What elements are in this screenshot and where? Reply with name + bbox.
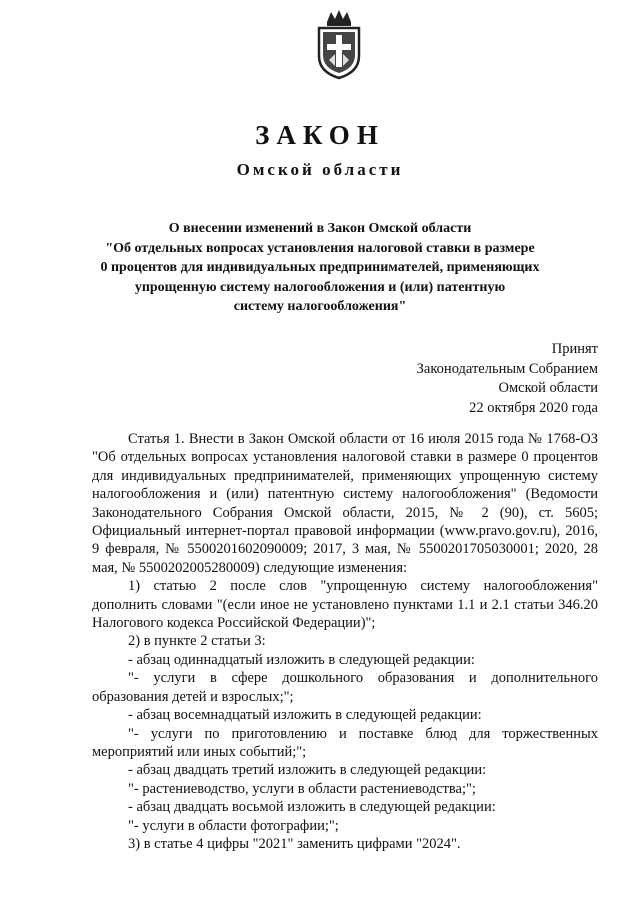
adoption-date: 22 октября 2020 года xyxy=(469,399,598,416)
item-2: 2) в пункте 2 статьи 3: xyxy=(128,633,266,650)
paragraph-28-intro: - абзац двадцать восьмой изложить в следующей редакции: xyxy=(128,799,496,816)
paragraph-23-intro: - абзац двадцать третий изложить в следующей редакции: xyxy=(128,762,487,779)
heading-line: 0 процентов для индивидуальных предпринимателей, применяющих xyxy=(100,260,540,275)
paragraph-18-text: "- услуги по приготовлению и поставке блюд для торжественных мероприятий или иных событий;"; xyxy=(92,725,598,760)
heading-line: упрощенную систему налогообложения и (или) патентную xyxy=(134,279,506,295)
adopted-line: Принят xyxy=(551,341,598,357)
article-1: Статья 1. Внести в Закон Омской области от 16 июля 2015 года № 1768-ОЗ "Об отдельных вопросах установления налоговой ставки в размере 0 процентов для индивидуальных предпринимателей, применяющих упрощенную систему налогообложения и (или) патентную систему налогообложения" (Ведомости Законодательного Собрания Омской области, 2015, № 2 (90), ст. 5605; Официальный интернет-портал правовой информации (www.pravo.gov.ru), 2016, 9 февраля, № 5500201602090009; 2017, 3 мая, № 5500201705030001; 2020, 28 мая, № 5500202005280009) следующие изменения: xyxy=(92,431,598,576)
law-heading xyxy=(80,219,560,317)
adopted-line: Омской области xyxy=(498,380,598,396)
paragraph-11-text: "- услуги в сфере дошкольного образования и дополнительного образования детей и взрослых;"; xyxy=(92,670,598,705)
item-3: 3) в статье 4 цифры "2021" заменить цифрами "2024". xyxy=(128,835,461,852)
item-1: 1) статью 2 после слов "упрощенную систему налогообложения" дополнить словами "(если иное не установлено пунктами 1.1 и 2.1 статьи 346.20 Налогового кодекса Российской Федерации)"; xyxy=(92,578,598,632)
adoption-block xyxy=(417,340,598,418)
law-title: ЗАКОН xyxy=(255,120,385,150)
coat-of-arms-icon xyxy=(313,8,365,80)
heading-line: "Об отдельных вопросах установления налоговой ставки в размере xyxy=(105,240,535,256)
law-body xyxy=(92,430,598,853)
adopted-line: Законодательным Собранием xyxy=(416,360,598,377)
paragraph-23-text: "- растениеводство, услуги в области растениеводства;"; xyxy=(128,780,476,797)
paragraph-11-intro: - абзац одиннадцатый изложить в следующей редакции: xyxy=(128,651,475,668)
region-name: Омской области xyxy=(236,160,404,179)
heading-line: систему налогообложения" xyxy=(233,299,407,314)
paragraph-18-intro: - абзац восемнадцатый изложить в следующей редакции: xyxy=(128,707,482,724)
paragraph-28-text: "- услуги в области фотографии;"; xyxy=(128,817,339,834)
heading-line: О внесении изменений в Закон Омской области xyxy=(168,221,472,236)
